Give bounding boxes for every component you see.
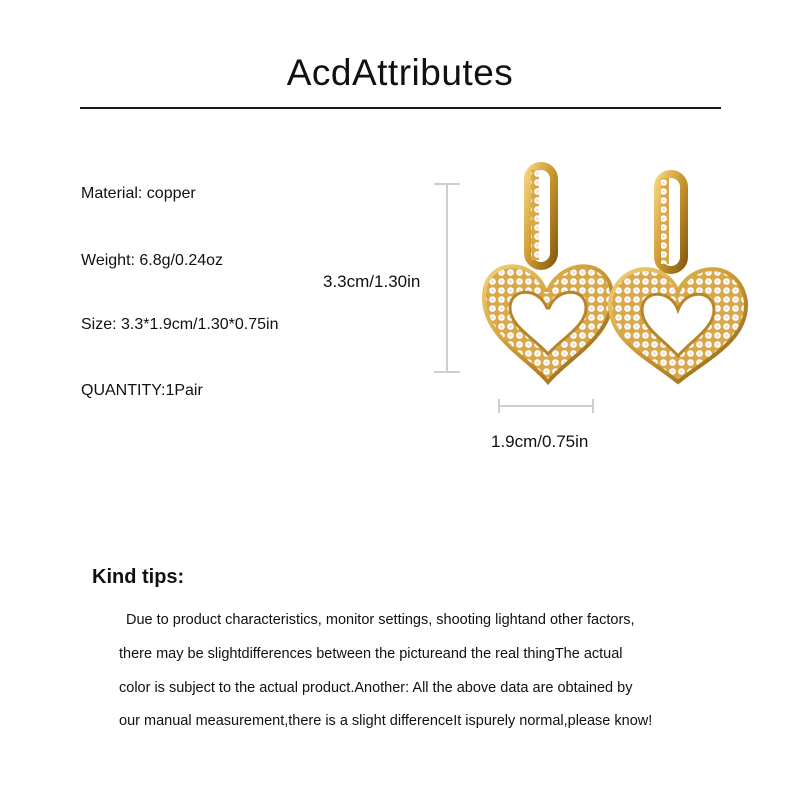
left-earring xyxy=(484,166,612,382)
width-dimension-label: 1.9cm/0.75in xyxy=(491,432,589,451)
kind-tips-line: there may be slightdifferences between the pictureand the real thingThe actual xyxy=(119,646,623,662)
kind-tips-heading: Kind tips: xyxy=(92,566,185,588)
heart-earrings-image xyxy=(470,160,770,400)
spec-material: Material: copper xyxy=(81,185,196,202)
height-dimension-label: 3.3cm/1.30in xyxy=(323,272,421,291)
spec-quantity: QUANTITY:1Pair xyxy=(81,382,203,399)
height-dimension-line xyxy=(446,184,448,373)
height-dimension-cap-bottom xyxy=(434,371,460,373)
kind-tips-line: our manual measurement,there is a slight differenceIt ispurely normal,please know! xyxy=(119,713,653,729)
spec-weight: Weight: 6.8g/0.24oz xyxy=(81,252,224,269)
kind-tips-line: Due to product characteristics, monitor settings, shooting lightand other factors, xyxy=(126,612,635,628)
height-dimension-cap-top xyxy=(434,183,460,185)
spec-size: Size: 3.3*1.9cm/1.30*0.75in xyxy=(81,316,279,333)
page-title: AcdAttributes xyxy=(286,52,514,93)
width-dimension-line xyxy=(499,405,594,407)
title-divider xyxy=(80,107,721,109)
width-dimension-cap-left xyxy=(498,399,500,413)
right-earring xyxy=(610,174,746,382)
width-dimension-cap-right xyxy=(592,399,594,413)
kind-tips-line: color is subject to the actual product.Another: All the above data are obtained by xyxy=(119,680,633,696)
